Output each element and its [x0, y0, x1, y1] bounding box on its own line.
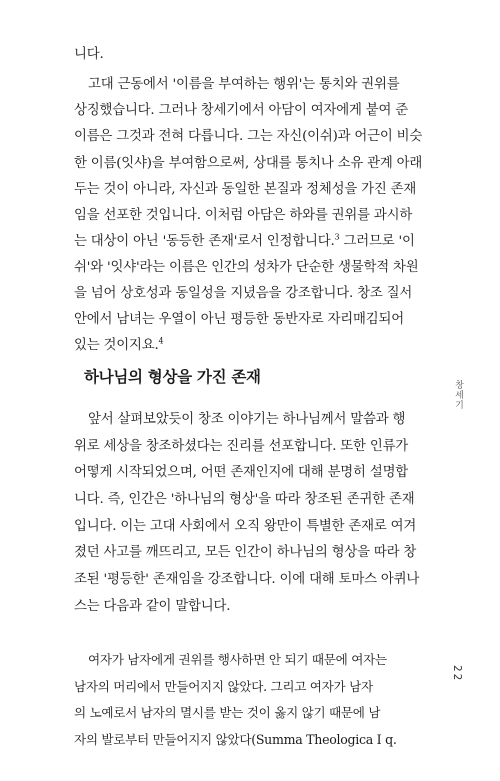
text-line: 고대 근동에서 '이름을 부여하는 행위'는 통치와 권위를 — [88, 77, 400, 92]
running-head: 창세기 — [453, 380, 463, 410]
text-segment: 그러므로 '이 — [339, 234, 415, 249]
text-line: 스는 다음과 같이 말합니다. — [74, 599, 231, 614]
text-line: 위로 세상을 창조하셨다는 진리를 선포합니다. 또한 인류가 — [74, 439, 409, 454]
text-line: 상징했습니다. 그러나 창세기에서 아담이 여자에게 붙여 준 — [74, 103, 409, 118]
section-heading: 하나님의 형상을 가진 존재 — [84, 368, 261, 386]
text-line — [74, 337, 163, 355]
text-line: 앞서 살펴보았듯이 창조 이야기는 하나님께서 말씀과 행 — [88, 412, 406, 427]
text-line — [74, 233, 415, 251]
quote-line: 의 노예로서 남자의 멸시를 받는 것이 옳지 않기 때문에 남 — [74, 705, 381, 720]
quote-line: 자의 발로부터 만들어지지 않았다(Summa Theologica I q. — [74, 732, 397, 747]
text-line: 어떻게 시작되었으며, 어떤 존재인지에 대해 분명히 설명합 — [74, 465, 409, 480]
footnote-marker-3: 3 — [334, 232, 340, 242]
text-line: 이름은 그것과 전혀 다릅니다. 그는 자신(이쉬)과 어근이 비슷 — [74, 129, 423, 144]
text-line: 안에서 남녀는 우열이 아닌 평등한 동반자로 자리매김되어 — [74, 312, 404, 327]
text-line: 을 넘어 상호성과 동일성을 지녔음을 강조합니다. 창조 질서 — [74, 286, 413, 301]
text-line: 한 이름(잇샤)을 부여함으로써, 상대를 통치나 소유 관계 아래 — [74, 156, 423, 171]
text-line: 쉬'와 '잇샤'라는 이름은 인간의 성차가 단순한 생물학적 차원 — [74, 260, 419, 275]
text-line: 졌던 사고를 깨뜨리고, 모든 인간이 하나님의 형상을 따라 창 — [74, 545, 417, 560]
quote-line: 여자가 남자에게 권위를 행사하면 안 되기 때문에 여자는 — [88, 652, 387, 667]
text-line: 두는 것이 아니라, 자신과 동일한 본질과 정체성을 가진 존재 — [74, 182, 417, 197]
text-line: 입니다. 이는 고대 사회에서 오직 왕만이 특별한 존재로 여겨 — [74, 519, 417, 534]
text-line: 조된 '평등한' 존재임을 강조합니다. 이에 대해 토마스 아퀴나 — [74, 572, 420, 587]
quote-line: 남자의 머리에서 만들어지지 않았다. 그리고 여자가 남자 — [74, 679, 373, 694]
text-line: 임을 선포한 것입니다. 이처럼 아담은 하와를 권위를 과시하 — [74, 208, 413, 223]
page-number: 22 — [451, 665, 463, 683]
footnote-marker-4: 4 — [158, 336, 164, 346]
text-segment: 있는 것이지요. — [74, 338, 159, 353]
text-line: 니다. — [74, 47, 104, 62]
text-segment: 는 대상이 아닌 '동등한 존재'로서 인정합니다. — [74, 234, 335, 249]
text-line: 니다. 즉, 인간은 '하나님의 형상'을 따라 창조된 존귀한 존재 — [74, 492, 415, 507]
